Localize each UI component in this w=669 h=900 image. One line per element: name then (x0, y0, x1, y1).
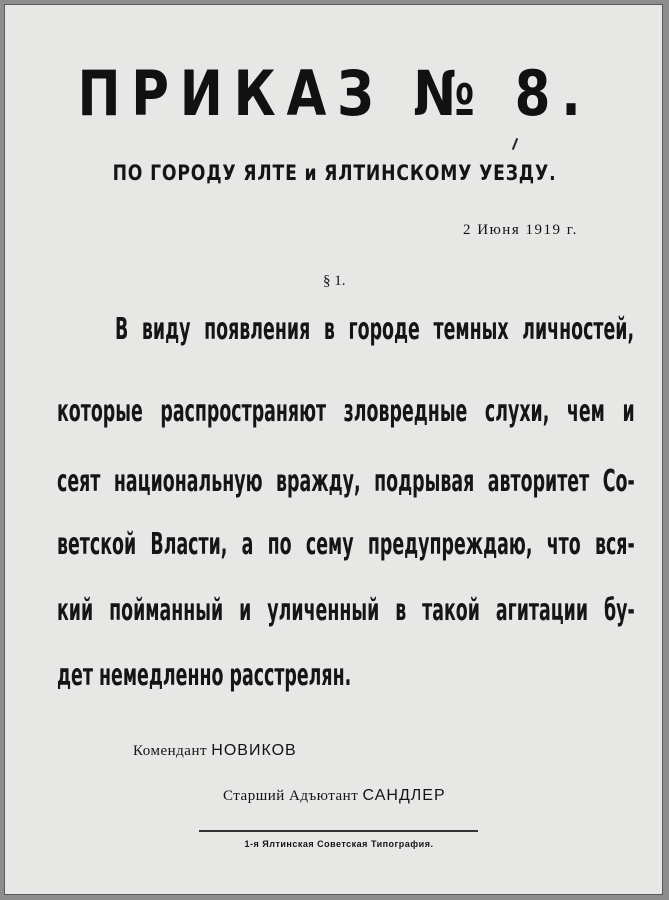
signature-role: Старший Адъютант (223, 788, 359, 804)
signature-commandant (133, 742, 297, 760)
section-number: § 1. (323, 273, 346, 289)
order-subtitle: ПО ГОРОДУ ЯЛТЕ и ЯЛТИНСКОМУ УЕЗДУ. (112, 161, 557, 185)
printer-imprint: 1-я Ялтинская Советская Типография. (244, 839, 434, 849)
order-date: 2 Июня 1919 г. (463, 222, 578, 238)
signature-role: Комендант (133, 743, 208, 759)
body-line: ветской Власти, а по сему предупреждаю, что вся- (57, 527, 635, 562)
signature-name: НОВИКОВ (211, 742, 297, 759)
body-line: сеят национальную вражду, подрывая авторитет Со- (57, 464, 635, 499)
body-line: которые распространяют зловредные слухи, чем и (57, 394, 635, 429)
printer-divider (199, 830, 478, 832)
order-title: ПРИКАЗ № 8. (77, 57, 592, 130)
body-line: В виду появления в городе темных личностей, (115, 312, 635, 347)
ink-mark (512, 138, 518, 150)
body-line: дет немедленно расстрелян. (57, 658, 352, 693)
body-line: кий пойманный и уличенный в такой агитации бу- (57, 593, 635, 628)
poster-sheet (4, 4, 663, 895)
signature-adjutant (223, 787, 446, 805)
signature-name: САНДЛЕР (362, 787, 446, 804)
